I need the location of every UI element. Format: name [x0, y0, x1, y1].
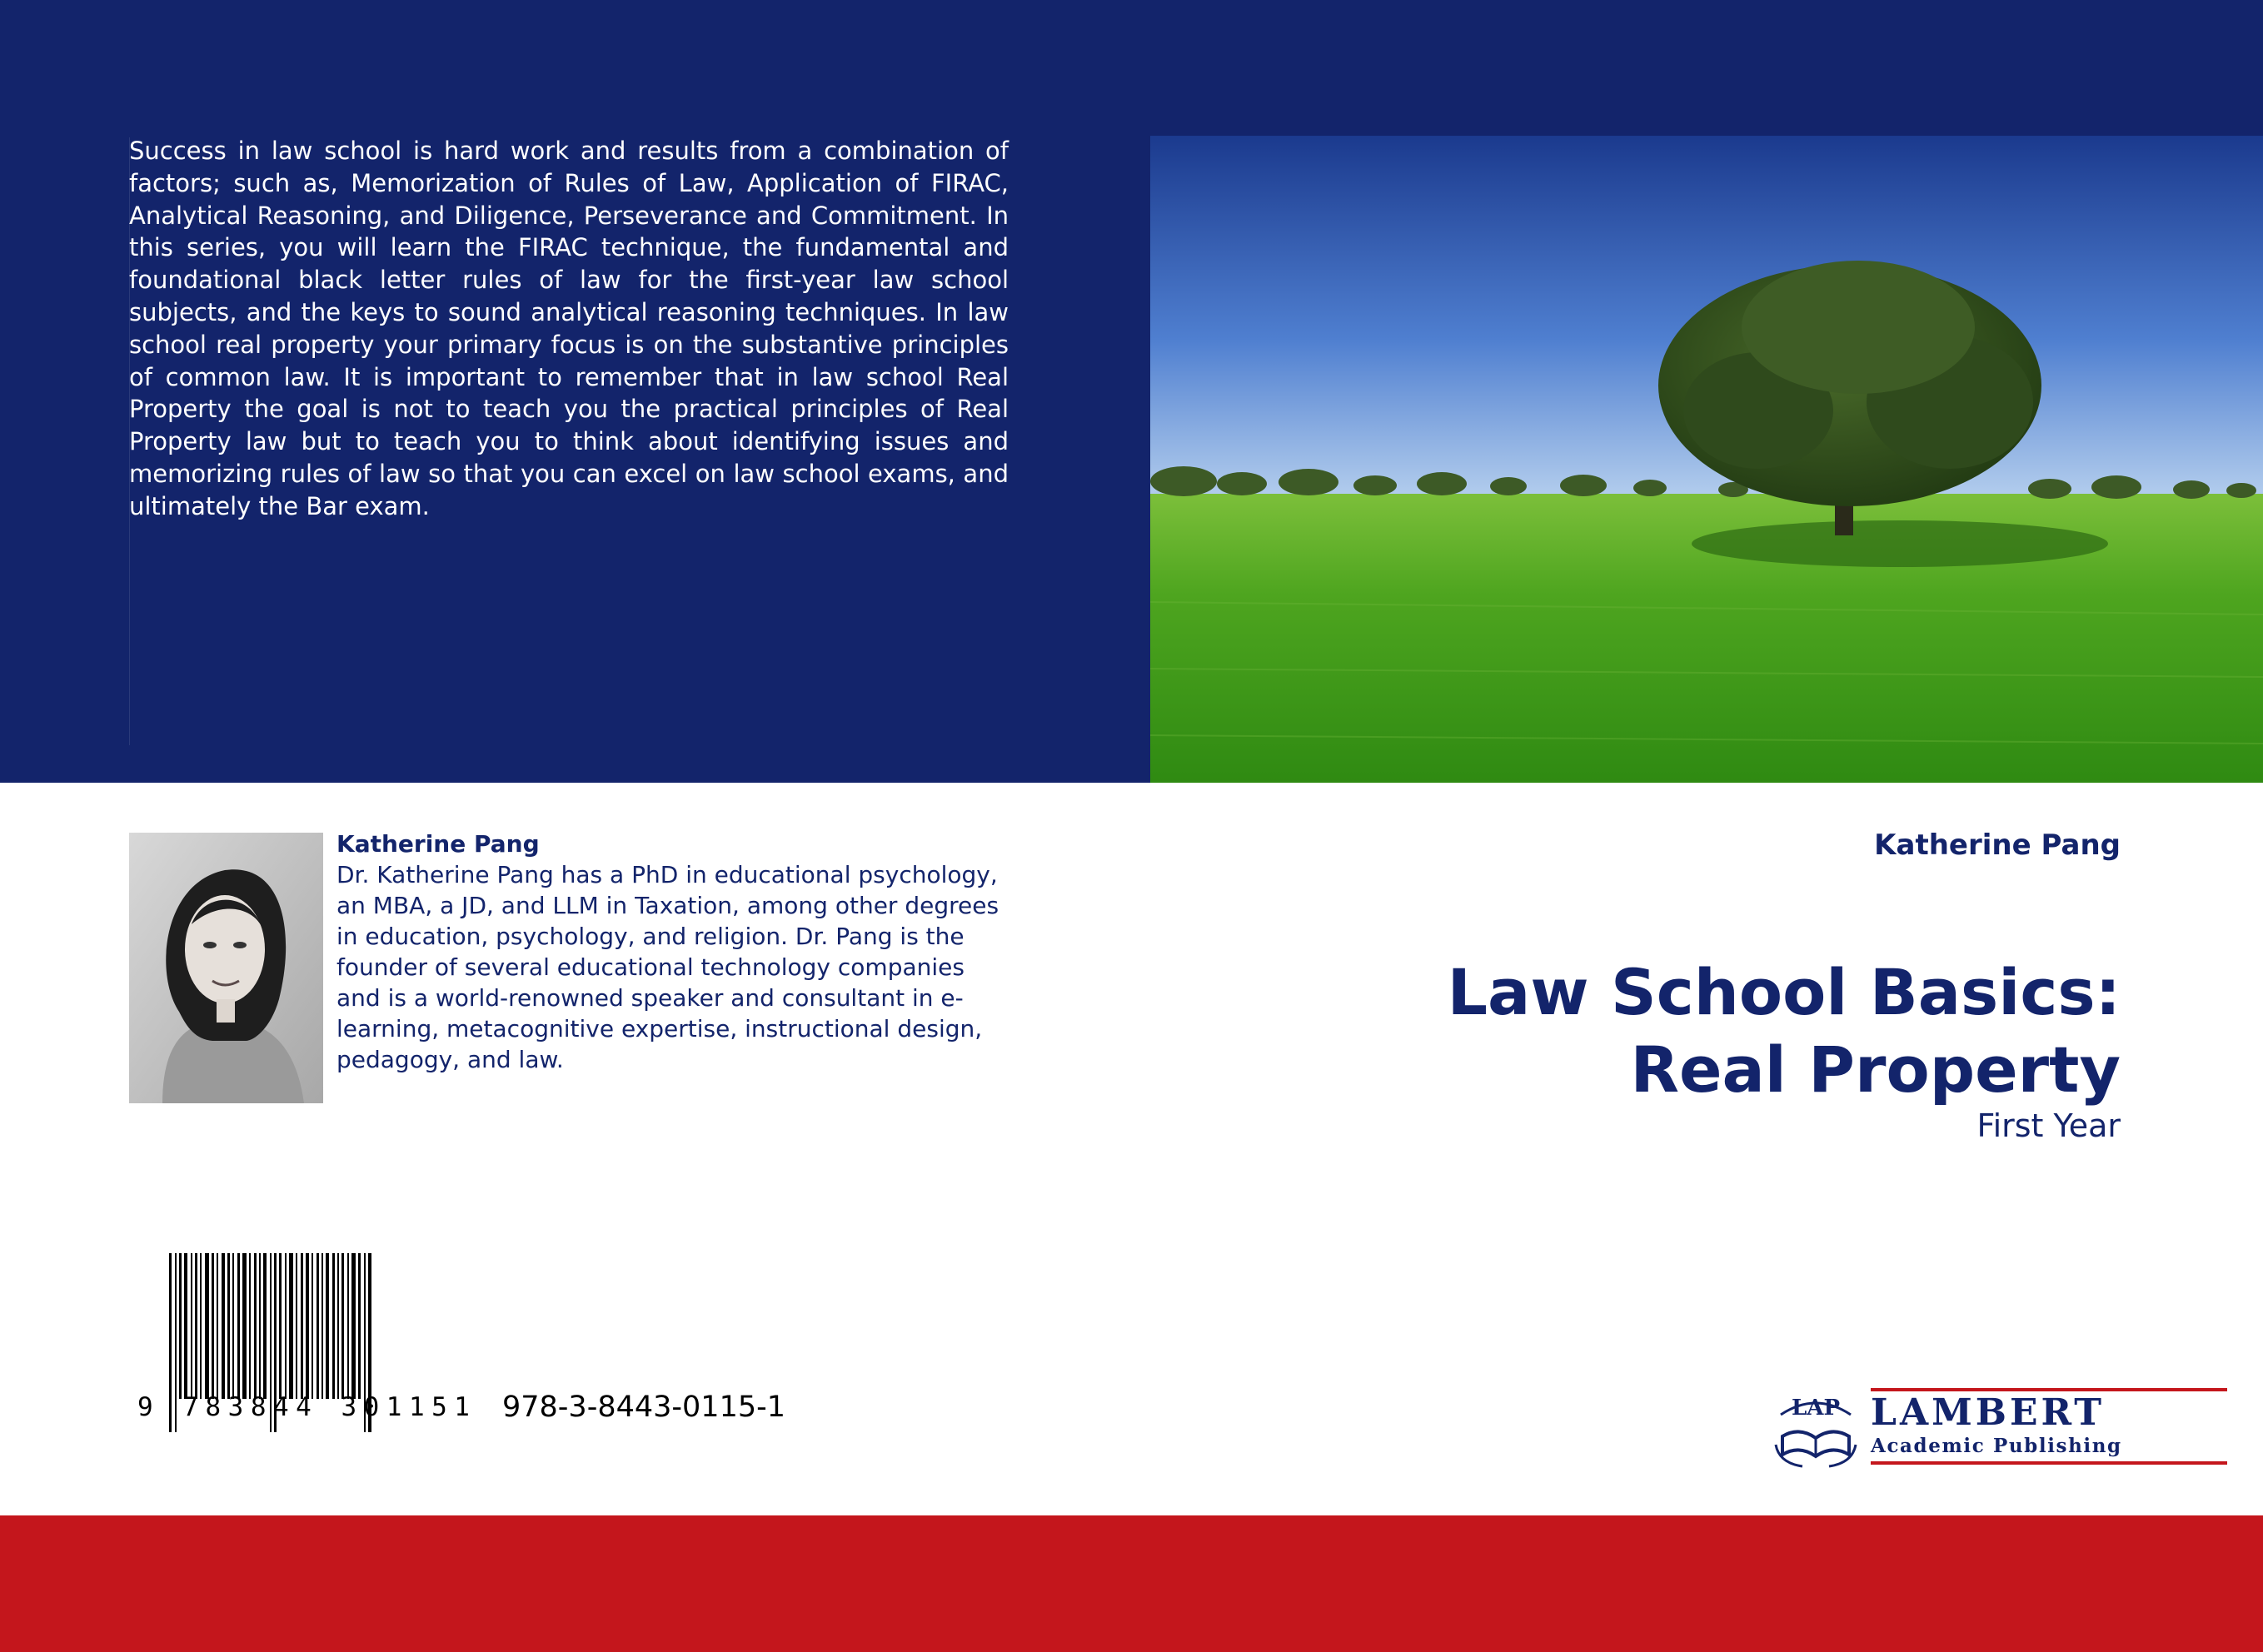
back-cover-blurb: Success in law school is hard work and results from a combination of factors; such as, Memorization of Rules of Law, Application of FIRAC, Analytical Reasoning, and Diligence, Perseverance and Commitment. In this series, you will learn the FIRAC technique, the fundamental and foundational black letter rules of law for the first-year law school subjects, and the keys to sound analytical reasoning techniques. In law school real property your primary focus is on the substantive principles of common law. It is important to remember that in law school Real Property the goal is not to teach you the practical principles of Real Property law but to teach you to think about identifying issues and memorizing rules of law so that you can excel on law school exams, and ultimately the Bar exam.	[129, 137, 1009, 520]
title-line-2: Real Property	[1630, 1032, 2121, 1107]
isbn-number: 978-3-8443-0115-1	[502, 1391, 786, 1424]
book-emblem-icon	[1769, 1386, 1862, 1470]
red-bottom-band	[0, 1515, 2263, 1652]
bio-author-name: Katherine Pang	[336, 830, 540, 858]
publisher-name: LAMBERT	[1871, 1391, 2106, 1434]
publisher-subtitle: Academic Publishing	[1871, 1435, 2122, 1457]
publisher-rule-bottom	[1871, 1461, 2227, 1465]
author-portrait	[129, 833, 323, 1103]
title-line-1: Law School Basics:	[1447, 955, 2121, 1029]
barcode-digits: 9 783844 301151	[137, 1392, 477, 1422]
publisher-logo	[1769, 1386, 2127, 1478]
author-bio	[336, 828, 1003, 1075]
front-cover-author: Katherine Pang	[1874, 828, 2121, 862]
book-subtitle: First Year	[1976, 1107, 2121, 1144]
landscape-photo	[1150, 136, 2263, 783]
bio-text: Dr. Katherine Pang has a PhD in educational psychology, an MBA, a JD, and LLM in Taxation, among other degrees in education, psychology, and religion. Dr. Pang is the founder of several educational technology companies and is a world-renowned speaker and consultant in e-learning, metacognitive expertise, instructional design, pedagogy, and law.	[336, 861, 999, 1073]
book-title	[1448, 953, 2121, 1108]
svg-text:LAP: LAP	[1791, 1396, 1841, 1421]
